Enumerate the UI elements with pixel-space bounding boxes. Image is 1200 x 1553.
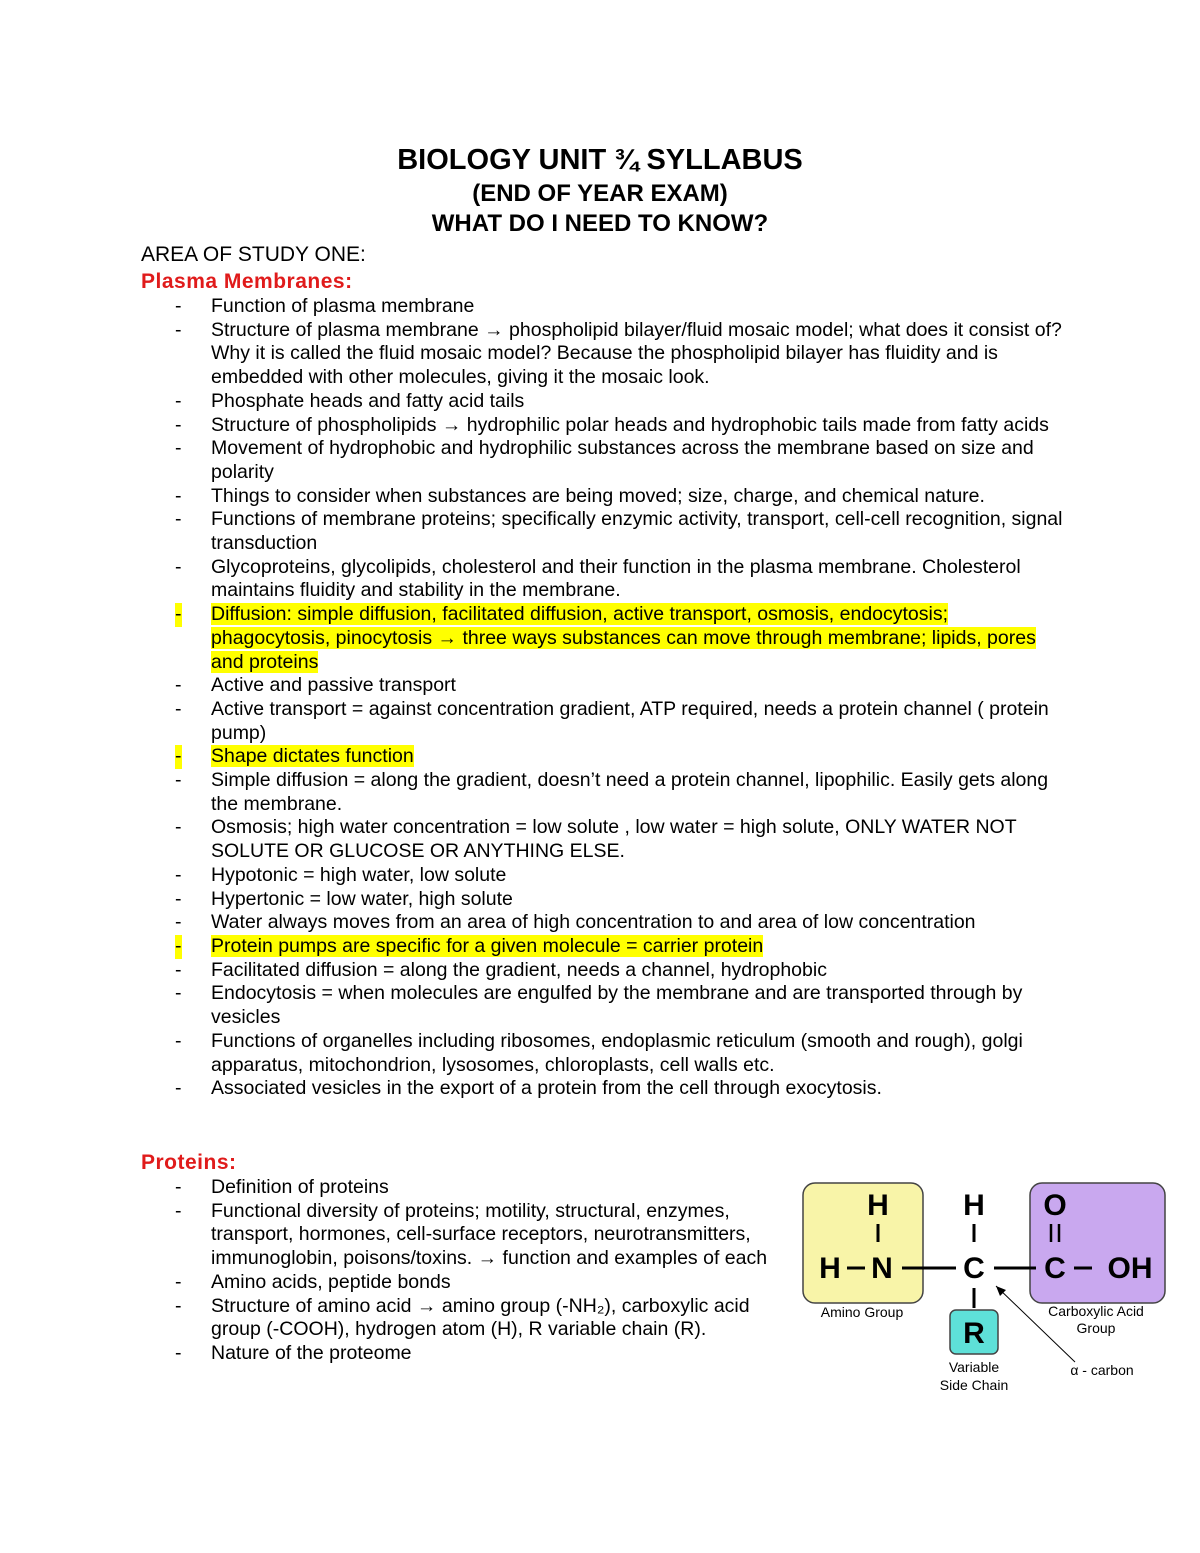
carboxylic-acid-label-line2: Group [1076, 1320, 1116, 1336]
list-item [175, 674, 1065, 698]
list-item-text: Functional diversity of proteins; motility, structural, enzymes, transport, hormones, cell-surface receptors, neurotransmitters, immunoglobin, poisons/toxins. → function and examples of each [211, 1199, 768, 1270]
oxygen-atom: O [1043, 1189, 1067, 1222]
list-item [175, 437, 1065, 484]
list-item-text: Facilitated diffusion = along the gradient, needs a channel, hydrophobic [211, 958, 827, 981]
highlighted-list-item [175, 935, 1065, 959]
bullet-dash: - [175, 555, 182, 578]
list-item-text: Definition of proteins [211, 1176, 389, 1198]
bullet-dash: - [175, 1341, 182, 1364]
bullet-dash: - [175, 508, 182, 531]
list-item [175, 390, 1065, 414]
amino-left-hydrogen-atom: H [819, 1252, 841, 1285]
list-item [175, 911, 1065, 935]
list-item [175, 556, 1065, 603]
bullet-dash: - [175, 389, 182, 412]
list-item [175, 769, 1065, 816]
bullet-dash: - [175, 958, 182, 981]
r-group-atom: R [963, 1317, 985, 1350]
list-item-text: Functions of organelles including ribosomes, endoplasmic reticulum (smooth and rough), golgi apparatus, mitochondrion, lysosomes, chloroplasts, cell walls etc. [211, 1029, 1023, 1076]
list-item-text: Osmosis; high water concentration = low solute , low water = high solute, ONLY WATER NOT SOLUTE OR GLUCOSE OR ANYTHING ELSE. [211, 816, 1017, 863]
list-item [175, 864, 1065, 888]
list-item-text: Shape dictates function [211, 745, 414, 768]
variable-label-line1: Variable [948, 1359, 1000, 1375]
list-item [175, 1176, 800, 1200]
bullet-dash: - [175, 484, 182, 507]
list-item [175, 1030, 1065, 1077]
amino-acid-structure-diagram [800, 1180, 1170, 1400]
alpha-carbon-label: α - carbon [1070, 1362, 1134, 1378]
list-item [175, 816, 1065, 863]
list-item [175, 414, 1065, 438]
variable-label-line2: Side Chain [939, 1377, 1009, 1393]
list-item [175, 1200, 800, 1271]
list-item [175, 295, 1065, 319]
list-item [175, 508, 1065, 555]
list-item [175, 1271, 800, 1295]
carboxyl-carbon-atom: C [1044, 1252, 1066, 1285]
list-item-text: Structure of amino acid → amino group (-NH₂), carboxylic acid group (-COOH), hydrogen atom (H), R variable chain (R). [211, 1294, 750, 1341]
list-item-text: Phosphate heads and fatty acid tails [211, 389, 525, 412]
bullet-dash: - [175, 437, 182, 460]
list-item-text: Nature of the proteome [211, 1341, 412, 1364]
plasma-membranes-heading: Plasma Membranes: [141, 270, 353, 293]
list-item [175, 698, 1065, 745]
bullet-dash: - [175, 1270, 182, 1293]
plasma-membranes-list [175, 295, 1065, 1101]
bullet-dash: - [175, 318, 182, 341]
bullet-dash: - [175, 1176, 182, 1198]
document-question: WHAT DO I NEED TO KNOW? [431, 210, 769, 237]
list-item-text: Structure of plasma membrane → phospholipid bilayer/fluid mosaic model; what does it consist of? Why it is called the fluid mosaic model? Because the phospholipid bilayer has fluidity and is embedded with other molecules, giving it the mosaic look. [211, 318, 1062, 389]
bullet-dash: - [175, 911, 182, 934]
list-item [175, 888, 1065, 912]
bullet-dash: - [175, 697, 182, 720]
list-item-text: Protein pumps are specific for a given molecule = carrier protein [211, 934, 764, 957]
amino-group-label: Amino Group [820, 1304, 904, 1320]
list-item-text: Functions of membrane proteins; specifically enzymic activity, transport, cell-cell recognition, signal transduction [211, 508, 1063, 555]
amino-hydrogen-atom: H [867, 1189, 889, 1222]
list-item-text: Amino acids, peptide bonds [211, 1270, 451, 1293]
bullet-dash: - [175, 1199, 182, 1222]
bullet-dash: - [175, 863, 182, 886]
document-title: BIOLOGY UNIT ¾ SYLLABUS [397, 144, 803, 176]
list-item-text: Associated vesicles in the export of a protein from the cell through exocytosis. [211, 1077, 882, 1100]
list-item-text: Function of plasma membrane [211, 295, 475, 317]
bullet-dash: - [175, 769, 182, 792]
list-item [175, 1295, 800, 1342]
list-item [175, 1342, 800, 1366]
list-item-text: Glycoproteins, glycolipids, cholesterol and their function in the plasma membrane. Cholesterol maintains fluidity and stability in the membrane. [211, 555, 1021, 602]
list-item-text: Endocytosis = when molecules are engulfed by the membrane and are transported through by vesicles [211, 982, 1023, 1029]
bullet-dash: - [175, 745, 182, 768]
highlighted-list-item [175, 603, 1065, 674]
bullet-dash: - [175, 1294, 182, 1317]
list-item-text: Active transport = against concentration gradient, ATP required, needs a protein channel ( protein pump) [211, 697, 1049, 744]
list-item-text: Active and passive transport [211, 674, 456, 697]
bullet-dash: - [175, 934, 182, 957]
list-item-text: Diffusion: simple diffusion, facilitated diffusion, active transport, osmosis, endocytosis; phagocytosis, pinocytosis → three ways substances can move through membrane; lipids, pores and proteins [211, 603, 1036, 673]
list-item-text: Simple diffusion = along the gradient, doesn’t need a protein channel, lipophilic. Easily gets along the membrane. [211, 769, 1049, 815]
bullet-dash: - [175, 295, 182, 317]
proteins-list [175, 1176, 800, 1366]
list-item-text: Hypotonic = high water, low solute [211, 863, 507, 886]
alpha-hydrogen-atom: H [963, 1189, 985, 1222]
list-item-text: Water always moves from an area of high concentration to and area of low concentration [211, 911, 976, 934]
bullet-dash: - [175, 674, 182, 697]
nitrogen-atom: N [871, 1252, 893, 1285]
proteins-heading: Proteins: [141, 1151, 237, 1174]
carboxylic-acid-label-line1: Carboxylic Acid [1048, 1303, 1144, 1319]
highlighted-list-item [175, 745, 1065, 769]
list-item-text: Movement of hydrophobic and hydrophilic substances across the membrane based on size and polarity [211, 437, 1034, 483]
area-of-study-heading: AREA OF STUDY ONE: [141, 243, 366, 266]
amino-group-box [803, 1183, 923, 1303]
list-item-text: Things to consider when substances are being moved; size, charge, and chemical nature. [211, 484, 985, 507]
bullet-dash: - [175, 1077, 182, 1100]
bullet-dash: - [175, 1029, 182, 1052]
list-item [175, 1077, 1065, 1101]
list-item-text: Hypertonic = low water, high solute [211, 887, 513, 910]
bullet-dash: - [175, 413, 182, 436]
bullet-dash: - [175, 816, 182, 839]
alpha-carbon-atom: C [963, 1252, 985, 1285]
hydroxyl-group: OH [1107, 1252, 1153, 1285]
list-item-text: Structure of phospholipids → hydrophilic polar heads and hydrophobic tails made from fatty acids [211, 413, 1049, 436]
list-item [175, 982, 1065, 1029]
bullet-dash: - [175, 887, 182, 910]
list-item [175, 485, 1065, 509]
list-item [175, 959, 1065, 983]
bullet-dash: - [175, 603, 182, 626]
bullet-dash: - [175, 982, 182, 1005]
document-subtitle: (END OF YEAR EXAM) [472, 180, 728, 207]
list-item [175, 319, 1065, 390]
